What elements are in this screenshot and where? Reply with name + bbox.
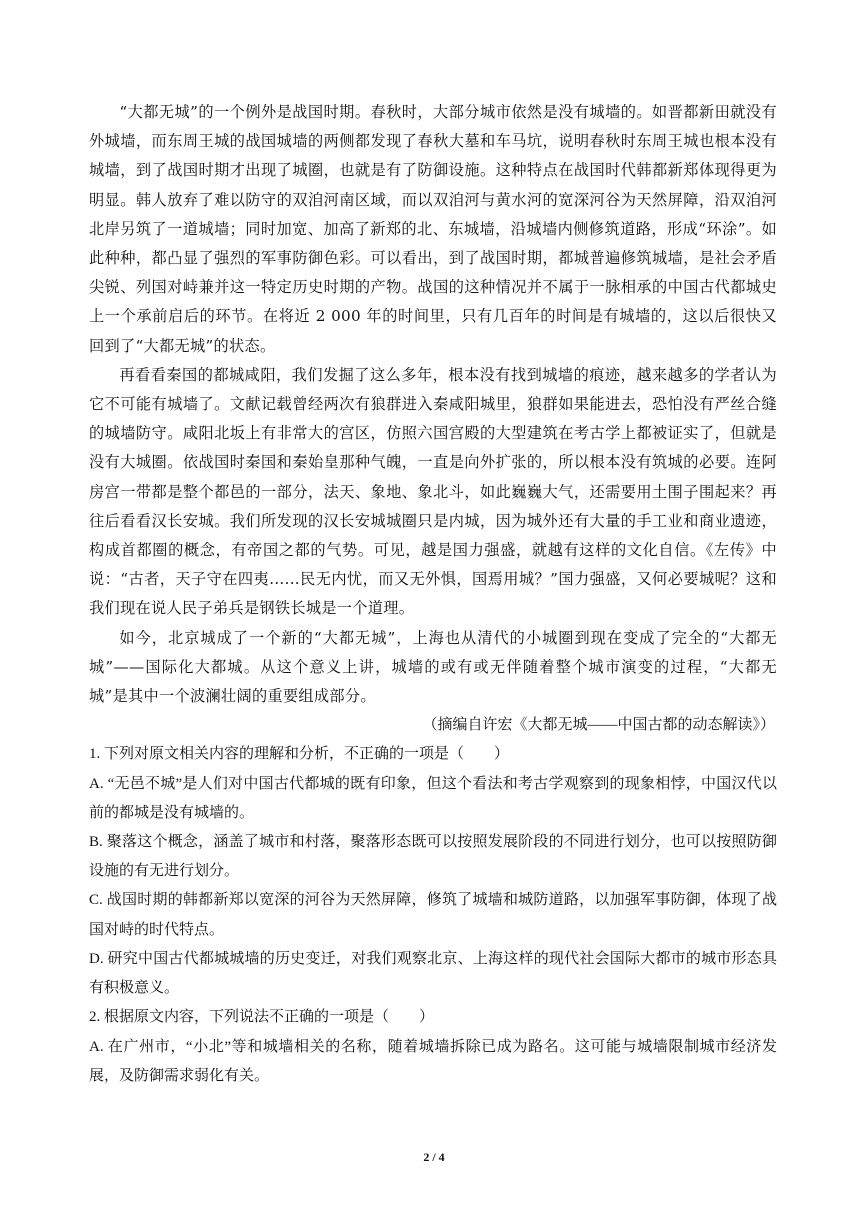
question-1-option-a: A. “无邑不城”是人们对中国古代都城的既有印象，但这个看法和考古学观察到的现象相悖，中国汉代以前的都城是没有城墙的。 xyxy=(89,775,777,821)
page-number: 2 / 4 xyxy=(423,1150,445,1164)
passage-paragraph-3: 如今，北京城成了一个新的“大都无城”，上海也从清代的小城圈到现在变成了完全的“大都无城”——国际化大都城。从这个意义上讲，城墙的或有或无伴随着整个城市演变的过程，“大都无城”是其中一个波澜壮阔的重要组成部分。 xyxy=(89,628,777,706)
question-1-option-b: B. 聚落这个概念，涵盖了城市和村落，聚落形态既可以按照发展阶段的不同进行划分，也可以按照防御设施的有无进行划分。 xyxy=(89,834,777,880)
page-content xyxy=(89,98,777,1091)
question-1-option-d: D. 研究中国古代都城城墙的历史变迁，对我们观察北京、上海这样的现代社会国际大都市的城市形态具有积极意义。 xyxy=(89,950,777,997)
question-2 xyxy=(89,1003,777,1091)
passage-paragraph-2: 再看看秦国的都城咸阳，我们发掘了这么多年，根本没有找到城墙的痕迹，越来越多的学者认为它不可能有城墙了。文献记载曾经两次有狼群进入秦咸阳城里，狼群如果能进去，恐怕没有严丝合缝的城墙防守。咸阳北坂上有非常大的宫区，仿照六国宫殿的大型建筑在考古学上都被证实了，但就是没有大城圈。依战国时秦国和秦始皇那种气魄，一直是向外扩张的，所以根本没有筑城的必要。连阿房宫一带都是整个都邑的一部分，法天、象地、象北斗，如此巍巍大气，还需要用土围子围起来？再往后看看汉长安城。我们所发现的汉长安城城圈只是内城，因为城外还有大量的手工业和商业遗迹，构成首都圈的概念，有帝国之都的气势。可见，越是国力强盛，就越有这样的文化自信。《左传》中说：“古者，天子守在四夷……民无内忧，而又无外惧，国焉用城？”国力强盛，又何必要城呢？这和我们现在说人民子弟兵是钢铁长城是一个道理。 xyxy=(89,365,777,618)
question-2-stem: 2. 根据原文内容，下列说法不正确的一项是（ ） xyxy=(89,1009,435,1026)
question-1-option-c: C. 战国时期的韩都新郑以宽深的河谷为天然屏障，修筑了城墙和城防道路，以加强军事防御，体现了战国对峙的时代特点。 xyxy=(89,892,777,938)
question-2-option-a: A. 在广州市，“小北”等和城墙相关的名称，随着城墙拆除已成为路名。这可能与城墙限制城市经济发展，及防御需求弱化有关。 xyxy=(89,1038,777,1084)
passage-paragraph-1: “大都无城”的一个例外是战国时期。春秋时，大部分城市依然是没有城墙的。如晋都新田就没有外城墙，而东周王城的战国城墙的两侧都发现了春秋大墓和车马坑，说明春秋时东周王城也根本没有城墙，到了战国时期才出现了城圈，也就是有了防御设施。这种特点在战国时代韩都新郑体现得更为明显。韩人放弃了难以防守的双洎河南区域，而以双洎河与黄水河的宽深河谷为天然屏障，沿双洎河北岸另筑了一道城墙；同时加宽、加高了新郑的北、东城墙，沿城墙内侧修筑道路，形成“环涂”。如此种种，都凸显了强烈的军事防御色彩。可以看出，到了战国时期，都城普遍修筑城墙，是社会矛盾尖锐、列国对峙兼并这一特定历史时期的产物。战国的这种情况并不属于一脉相承的中国古代都城史上一个承前启后的环节。在将近 2 000 年的时间里，只有几百年的时间是有城墙的，这以后很快又回到了“大都无城”的状态。 xyxy=(89,103,777,355)
question-1 xyxy=(89,740,777,1003)
question-1-stem: 1. 下列对原文相关内容的理解和分析，不正确的一项是（ ） xyxy=(89,746,510,763)
passage-source-citation: （摘编自许宏《大都无城——中国古都的动态解读》） xyxy=(422,717,775,734)
